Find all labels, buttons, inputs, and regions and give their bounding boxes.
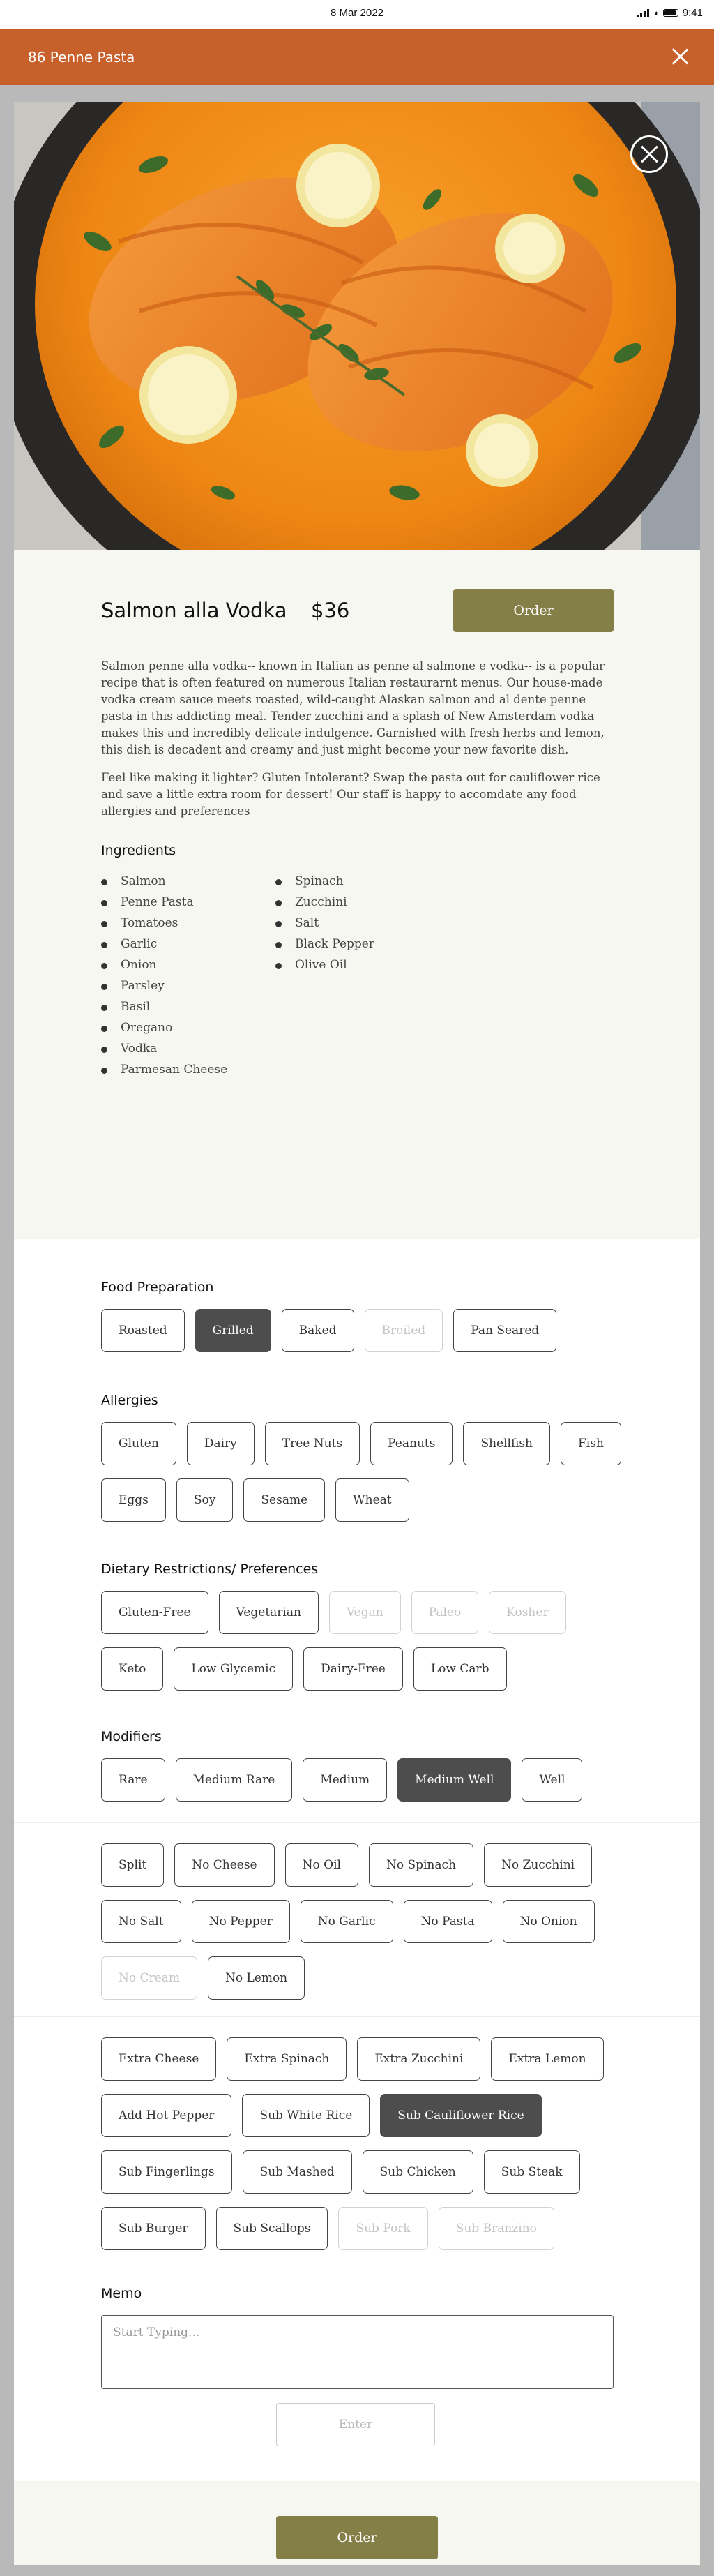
enter-button[interactable]: Enter	[276, 2403, 435, 2446]
status-icons	[637, 7, 703, 19]
doneness-options	[101, 1758, 631, 1802]
option-sub-chicken-button[interactable]: Sub Chicken	[363, 2150, 473, 2194]
option-shellfish-button[interactable]: Shellfish	[463, 1422, 550, 1465]
option-sub-mashed-button[interactable]: Sub Mashed	[243, 2150, 352, 2194]
option-sub-burger-button[interactable]: Sub Burger	[101, 2207, 206, 2250]
ingredient-item: Basil	[101, 1000, 227, 1021]
ingredient-item: Tomatoes	[101, 916, 227, 937]
ingredient-item: Parsley	[101, 979, 227, 1000]
option-no-salt-button[interactable]: No Salt	[101, 1900, 181, 1943]
battery-icon	[663, 9, 678, 17]
ingredient-item: Salmon	[101, 874, 227, 895]
option-kosher-button: Kosher	[489, 1591, 565, 1634]
option-no-pepper-button[interactable]: No Pepper	[192, 1900, 290, 1943]
option-paleo-button: Paleo	[411, 1591, 479, 1634]
food-preparation-options	[101, 1309, 631, 1352]
option-sub-pork-button: Sub Pork	[338, 2207, 427, 2250]
removal-options	[101, 1843, 631, 2000]
ingredient-item: Spinach	[275, 874, 374, 895]
ingredient-item: Black Pepper	[275, 937, 374, 958]
allergies-heading: Allergies	[101, 1393, 158, 1408]
header-title: 86 Penne Pasta	[28, 49, 135, 66]
close-icon[interactable]	[671, 47, 689, 66]
option-dairy-button[interactable]: Dairy	[187, 1422, 255, 1465]
option-peanuts-button[interactable]: Peanuts	[370, 1422, 453, 1465]
option-grilled-button[interactable]: Grilled	[195, 1309, 271, 1352]
option-no-spinach-button[interactable]: No Spinach	[369, 1843, 473, 1887]
option-sub-white-rice-button[interactable]: Sub White Rice	[242, 2094, 370, 2137]
memo-heading: Memo	[101, 2286, 142, 2301]
dietary-options	[101, 1591, 631, 1691]
dish-photo	[14, 102, 700, 550]
ingredient-item: Parmesan Cheese	[101, 1063, 227, 1084]
option-sub-branzino-button: Sub Branzino	[439, 2207, 554, 2250]
option-rare-button[interactable]: Rare	[101, 1758, 165, 1802]
dish-name: Salmon alla Vodka	[101, 599, 287, 622]
dietary-heading: Dietary Restrictions/ Preferences	[101, 1562, 319, 1577]
divider	[14, 2016, 700, 2017]
order-button-bottom[interactable]: Order	[276, 2516, 438, 2559]
allergy-options	[101, 1422, 631, 1522]
option-medium-button[interactable]: Medium	[303, 1758, 387, 1802]
footer	[14, 2481, 700, 2565]
dish-description: Salmon penne alla vodka-- known in Italian as penne al salmone e vodka-- is a popular recipe that is often featured on numerous Italian restaurarnt menus. Our house-made vodka cream sauce meets roasted, wild-caught Alaskan salmon and al dente penne pasta in this addicting meal. Tender zucchini and a splash of New Amsterdam vodka makes this and incredibly delicate indulgence. Garnished with fresh herbs and lemon, this dish is decadent and creamy and just might become your new favorite dish.	[101, 659, 605, 756]
dish-note: Feel like making it lighter? Gluten Intolerant? Swap the pasta out for cauliflower rice and save a little extra room for dessert! Our staff is happy to accomdate any food allergies and preferences	[101, 771, 600, 818]
option-low-carb-button[interactable]: Low Carb	[413, 1647, 507, 1691]
option-roasted-button[interactable]: Roasted	[101, 1309, 185, 1352]
option-fish-button[interactable]: Fish	[561, 1422, 621, 1465]
option-extra-cheese-button[interactable]: Extra Cheese	[101, 2037, 216, 2081]
option-vegetarian-button[interactable]: Vegetarian	[219, 1591, 319, 1634]
option-no-garlic-button[interactable]: No Garlic	[301, 1900, 393, 1943]
option-no-oil-button[interactable]: No Oil	[285, 1843, 358, 1887]
option-low-glycemic-button[interactable]: Low Glycemic	[174, 1647, 293, 1691]
option-eggs-button[interactable]: Eggs	[101, 1478, 166, 1522]
option-extra-spinach-button[interactable]: Extra Spinach	[227, 2037, 347, 2081]
option-extra-zucchini-button[interactable]: Extra Zucchini	[357, 2037, 480, 2081]
ingredient-item: Oregano	[101, 1021, 227, 1042]
food-preparation-heading: Food Preparation	[101, 1280, 214, 1295]
option-baked-button[interactable]: Baked	[282, 1309, 354, 1352]
option-pan-seared-button[interactable]: Pan Seared	[453, 1309, 556, 1352]
option-sub-cauliflower-rice-button[interactable]: Sub Cauliflower Rice	[380, 2094, 541, 2137]
ingredients-list-1	[101, 874, 227, 1084]
wifi-icon: ◖	[653, 8, 659, 18]
status-bar	[0, 0, 714, 29]
option-medium-rare-button[interactable]: Medium Rare	[176, 1758, 293, 1802]
option-gluten-button[interactable]: Gluten	[101, 1422, 176, 1465]
dish-sheet	[14, 102, 700, 2565]
ingredient-item: Garlic	[101, 937, 227, 958]
extras-options	[101, 2037, 631, 2250]
header-bar	[0, 29, 714, 85]
option-broiled-button: Broiled	[365, 1309, 443, 1352]
option-no-pasta-button[interactable]: No Pasta	[404, 1900, 492, 1943]
option-soy-button[interactable]: Soy	[176, 1478, 234, 1522]
ingredient-item: Penne Pasta	[101, 895, 227, 916]
option-no-cream-button: No Cream	[101, 1956, 197, 2000]
option-keto-button[interactable]: Keto	[101, 1647, 163, 1691]
option-sub-fingerlings-button[interactable]: Sub Fingerlings	[101, 2150, 232, 2194]
order-button-top[interactable]: Order	[453, 589, 614, 632]
signal-icon	[637, 9, 649, 17]
options-panel	[14, 1239, 700, 2481]
option-wheat-button[interactable]: Wheat	[335, 1478, 409, 1522]
dish-price: $36	[311, 599, 350, 622]
dish-info	[14, 550, 700, 1239]
divider	[14, 1822, 700, 1823]
ingredient-item: Zucchini	[275, 895, 374, 916]
option-tree-nuts-button[interactable]: Tree Nuts	[265, 1422, 360, 1465]
option-split-button[interactable]: Split	[101, 1843, 164, 1887]
option-medium-well-button[interactable]: Medium Well	[397, 1758, 511, 1802]
option-extra-lemon-button[interactable]: Extra Lemon	[491, 2037, 603, 2081]
ingredient-item: Onion	[101, 958, 227, 979]
option-no-onion-button[interactable]: No Onion	[503, 1900, 595, 1943]
ingredients-heading: Ingredients	[101, 843, 176, 858]
option-sub-scallops-button[interactable]: Sub Scallops	[216, 2207, 328, 2250]
ingredient-item: Vodka	[101, 1042, 227, 1063]
option-sub-steak-button[interactable]: Sub Steak	[484, 2150, 580, 2194]
status-time: 9:41	[682, 7, 703, 19]
option-well-button[interactable]: Well	[522, 1758, 582, 1802]
modifiers-heading: Modifiers	[101, 1729, 162, 1744]
ingredient-item: Salt	[275, 916, 374, 937]
option-add-hot-pepper-button[interactable]: Add Hot Pepper	[101, 2094, 231, 2137]
option-vegan-button: Vegan	[329, 1591, 401, 1634]
ingredients-list-2	[275, 874, 374, 979]
option-no-zucchini-button[interactable]: No Zucchini	[484, 1843, 592, 1887]
memo-input[interactable]	[101, 2315, 614, 2389]
status-date: 8 Mar 2022	[331, 7, 383, 19]
close-photo-icon[interactable]	[630, 135, 668, 173]
option-gluten-free-button[interactable]: Gluten-Free	[101, 1591, 208, 1634]
option-sesame-button[interactable]: Sesame	[243, 1478, 325, 1522]
ingredient-item: Olive Oil	[275, 958, 374, 979]
option-dairy-free-button[interactable]: Dairy-Free	[303, 1647, 403, 1691]
option-no-cheese-button[interactable]: No Cheese	[174, 1843, 274, 1887]
option-no-lemon-button[interactable]: No Lemon	[208, 1956, 305, 2000]
dish-photo-illustration	[14, 102, 700, 550]
